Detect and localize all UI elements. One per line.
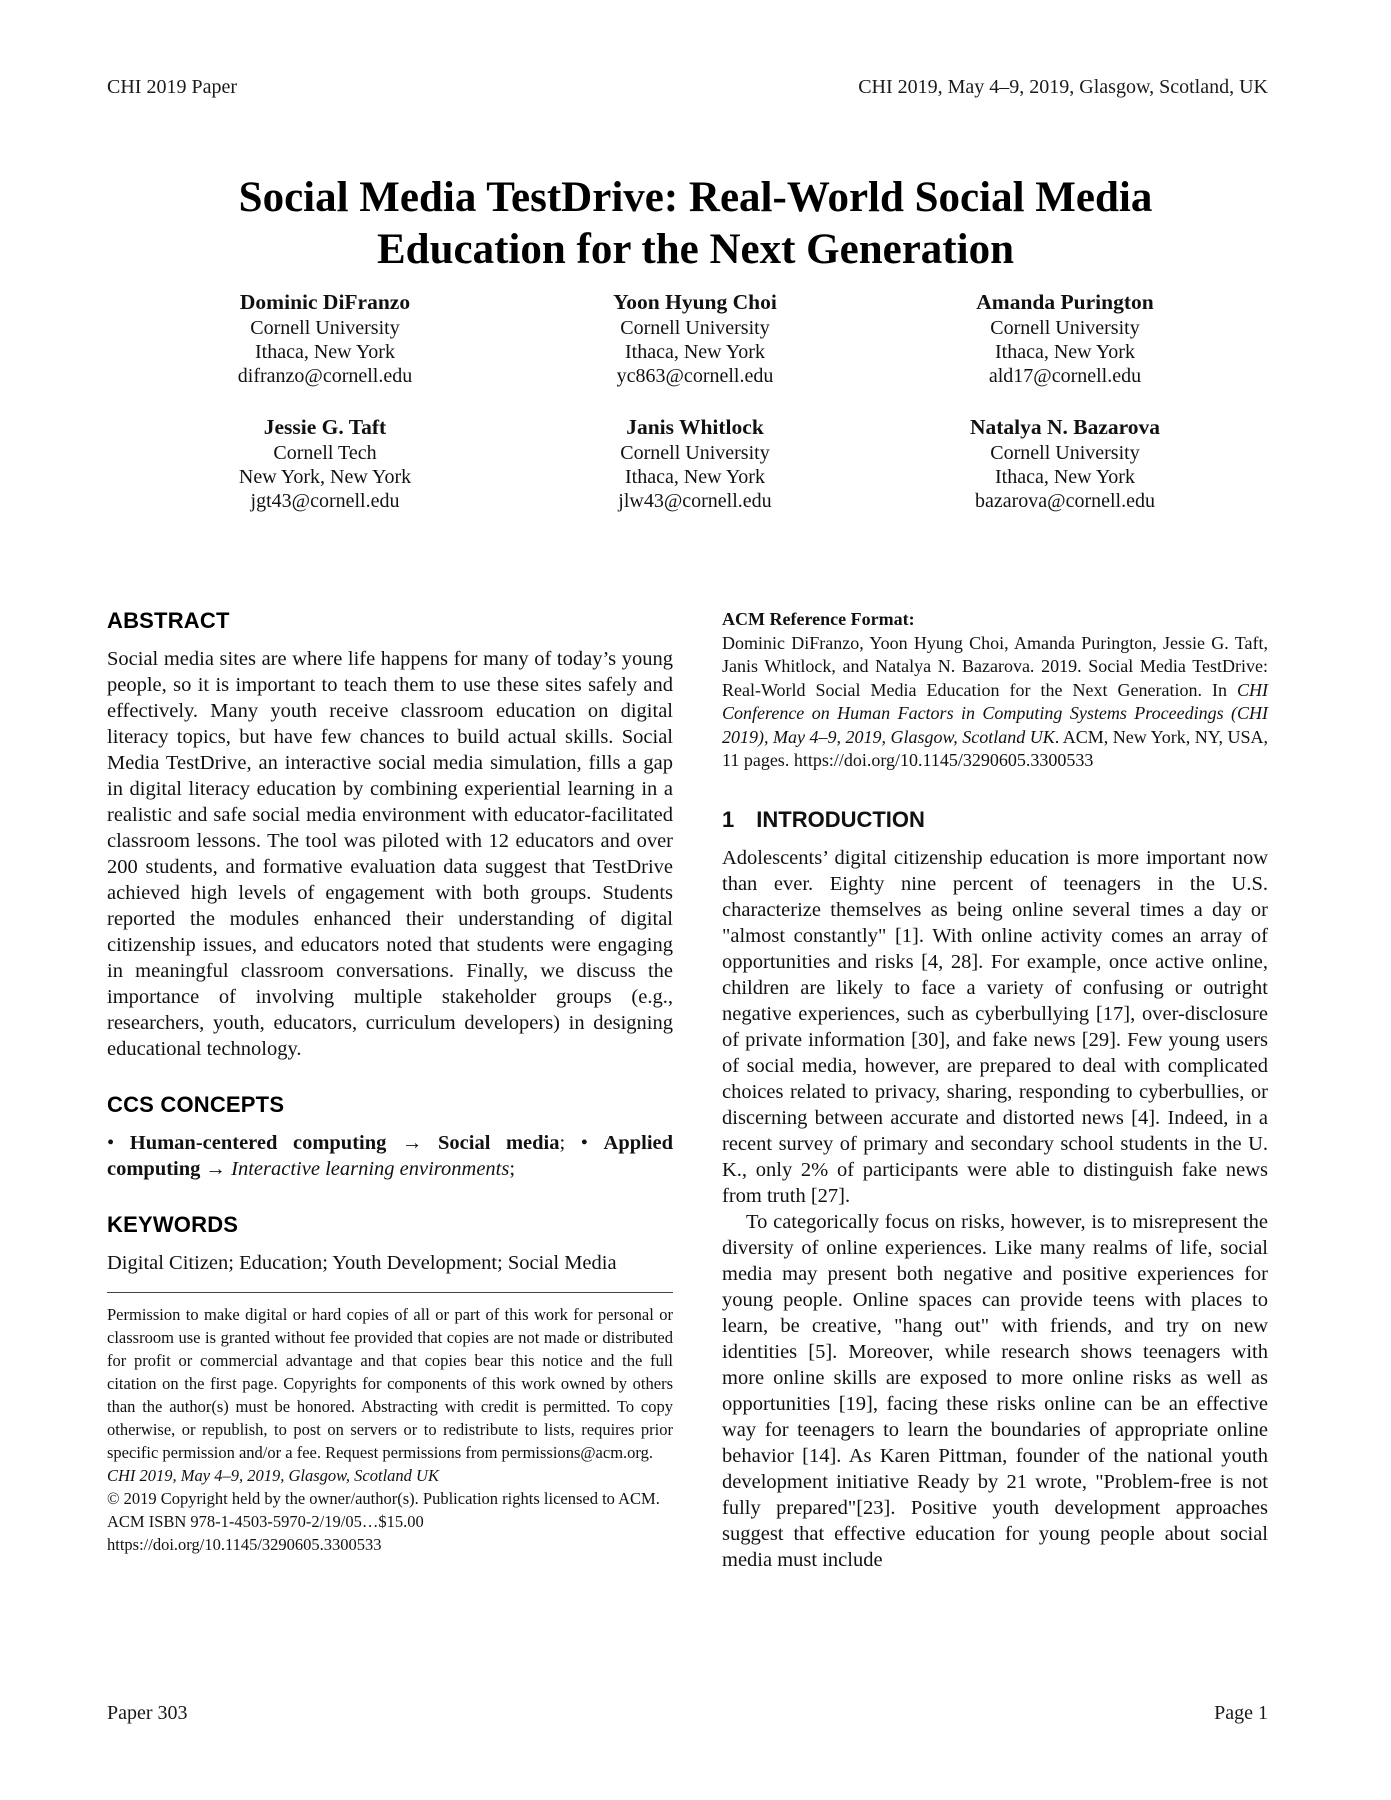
author-card — [510, 415, 880, 513]
author-location: Ithaca, New York — [625, 466, 765, 488]
author-affiliation: Cornell University — [250, 317, 400, 339]
author-card — [140, 415, 510, 513]
left-column — [107, 608, 673, 1556]
author-location: New York, New York — [238, 466, 412, 488]
author-card — [880, 290, 1250, 388]
acm-reference-block — [722, 608, 1268, 773]
reference-text: Dominic DiFranzo, Yoon Hyung Choi, Amanda Purington, Jessie G. Taft, Janis Whitlock, and Natalya N. Bazarova. 2019. Social Media TestDrive: Real-World Social Media Education for the Next Generation. In — [722, 632, 1268, 700]
right-column — [722, 608, 1268, 1573]
doi-line: https://doi.org/10.1145/3290605.3300533 — [107, 1535, 382, 1554]
ccs-heading: CCS CONCEPTS — [107, 1092, 285, 1117]
reference-tail: . ACM, New York, NY, USA, 11 pages. https://doi.org/10.1145/3290605.3300533 — [722, 726, 1268, 770]
ccs-concept-2: Applied computing — [107, 1132, 674, 1180]
author-name: Janis Whitlock — [626, 415, 764, 439]
abstract-text: Social media sites are where life happens for many of today’s young people, so it is important to teach them to use these sites safely and effectively. Many youth receive classroom education on digital literacy topics, but have few chances to build actual skills. Social Media TestDrive, an interactive social media simulation, fills a gap in digital literacy education by combining experiential learning in a realistic and safe social media environment with educator-facilitated classroom lessons. The tool was piloted with 12 educators and over 200 students, and formative evaluation data suggest that TestDrive achieved high levels of engagement with both groups. Students reported the modules enhanced their understanding of digital citizenship issues, and educators noted that students were engaging in meaningful classroom conversations. Finally, we discuss the importance of involving multiple stakeholder groups (e.g., researchers, youth, educators, curriculum developers) in designing educational technology. — [107, 648, 673, 1060]
title-block — [0, 172, 1391, 277]
author-email: jgt43@cornell.edu — [250, 490, 400, 512]
author-location: Ithaca, New York — [625, 341, 765, 363]
author-name: Amanda Purington — [976, 290, 1154, 314]
permission-block — [107, 1303, 673, 1556]
author-email: jlw43@cornell.edu — [618, 490, 772, 512]
footer-page-number: Page 1 — [1214, 1702, 1268, 1724]
author-affiliation: Cornell University — [620, 317, 770, 339]
author-card — [510, 290, 880, 388]
reference-heading: ACM Reference Format: — [722, 609, 915, 629]
ccs-bullet: • — [107, 1132, 130, 1154]
author-location: Ithaca, New York — [995, 341, 1135, 363]
introduction-heading — [722, 807, 1268, 833]
paper-title: Social Media TestDrive: Real-World Social Media Education for the Next Generation — [238, 174, 1153, 274]
keywords-heading: KEYWORDS — [107, 1212, 239, 1237]
author-affiliation: Cornell University — [620, 442, 770, 464]
arrow-icon: → — [386, 1132, 439, 1154]
arrow-icon: → — [200, 1158, 232, 1180]
author-affiliation: Cornell University — [990, 442, 1140, 464]
author-affiliation: Cornell Tech — [273, 442, 377, 464]
copyright-line: © 2019 Copyright held by the owner/author(s). Publication rights licensed to ACM. — [107, 1489, 660, 1508]
author-email: yc863@cornell.edu — [616, 365, 774, 387]
author-name: Natalya N. Bazarova — [969, 415, 1161, 439]
ccs-target-2: Interactive learning environments — [231, 1158, 510, 1180]
author-affiliation: Cornell University — [990, 317, 1140, 339]
author-card — [880, 415, 1250, 513]
header-conference-label: CHI 2019 Paper — [107, 76, 237, 98]
author-email: bazarova@cornell.edu — [975, 490, 1155, 512]
ccs-concept-1: Human-centered computing — [129, 1132, 387, 1154]
author-location: Ithaca, New York — [255, 341, 395, 363]
abstract-heading: ABSTRACT — [107, 608, 230, 633]
page-footer — [107, 1702, 1268, 1725]
author-name: Yoon Hyung Choi — [613, 290, 777, 314]
intro-paragraph-1: Adolescents’ digital citizenship education is more important now than ever. Eighty nine percent of teenagers in the U.S. characterize themselves as being online several times a day or "almost constantly" [1]. With online activity comes an array of opportunities and risks [4, 28]. For example, once active online, children are likely to face a variety of confusing or outright negative experiences, such as cyberbullying [17], over-disclosure of private information [30], and fake news [29]. Few young users of social media, however, are prepared to deal with complicated choices related to privacy, sharing, responding to cyberbullies, or discerning between accurate and distorted news [4]. Indeed, in a recent survey of primary and secondary school students in the U. K., only 2% of participants were able to distinguish fake news from truth [27]. — [722, 846, 1268, 1207]
isbn-line: ACM ISBN 978-1-4503-5970-2/19/05…$15.00 — [107, 1512, 424, 1531]
author-card — [140, 290, 510, 388]
ccs-terminator: ; — [509, 1158, 516, 1180]
author-name: Jessie G. Taft — [263, 415, 387, 439]
section-number: 1 — [722, 806, 735, 832]
author-location: Ithaca, New York — [995, 466, 1135, 488]
header-venue-label: CHI 2019, May 4–9, 2019, Glasgow, Scotland, UK — [858, 76, 1268, 98]
page-header — [107, 76, 1268, 99]
footer-paper-number: Paper 303 — [107, 1702, 188, 1724]
ccs-text — [107, 1130, 673, 1182]
ccs-target-1: Social media — [438, 1132, 560, 1154]
author-email: difranzo@cornell.edu — [237, 365, 413, 387]
permission-venue: CHI 2019, May 4–9, 2019, Glasgow, Scotland UK — [107, 1466, 439, 1485]
keywords-text: Digital Citizen; Education; Youth Development; Social Media — [107, 1252, 617, 1274]
permission-text: Permission to make digital or hard copies of all or part of this work for personal or classroom use is granted without fee provided that copies are not made or distributed for profit or commercial advantage and that copies bear this notice and the full citation on the first page. Copyrights for components of this work owned by others than the author(s) must be honored. Abstracting with credit is permitted. To copy otherwise, or republish, to post on servers or to redistribute to lists, requires prior specific permission and/or a fee. Request permissions from permissions@acm.org. — [107, 1305, 673, 1462]
intro-paragraph-2: To categorically focus on risks, however, is to misrepresent the diversity of online experiences. Like many realms of life, social media may present both negative and positive experiences for young people. Online spaces can provide teens with places to learn, be creative, "hang out" with friends, and try on new identities [5]. Moreover, while research shows teenagers with more online skills are exposed to more online risks as well as opportunities [19], facing these risks online can be an effective way for teenagers to learn the boundaries of appropriate online behavior [14]. As Karen Pittman, founder of the national youth development initiative Ready by 21 wrote, "Problem-free is not fully prepared"[23]. Positive youth development approaches suggest that effective education for young people about social media must include — [722, 1210, 1268, 1571]
authors-grid — [140, 290, 1250, 513]
ccs-separator: ; • — [559, 1132, 604, 1154]
author-name: Dominic DiFranzo — [239, 290, 411, 314]
reference-venue-italic: CHI Conference on Human Factors in Computing Systems Proceedings (CHI 2019), May 4–9, 2019, Glasgow, Scotland UK — [722, 679, 1268, 747]
footnote-rule — [107, 1292, 673, 1293]
author-email: ald17@cornell.edu — [988, 365, 1142, 387]
section-title: INTRODUCTION — [756, 806, 925, 832]
